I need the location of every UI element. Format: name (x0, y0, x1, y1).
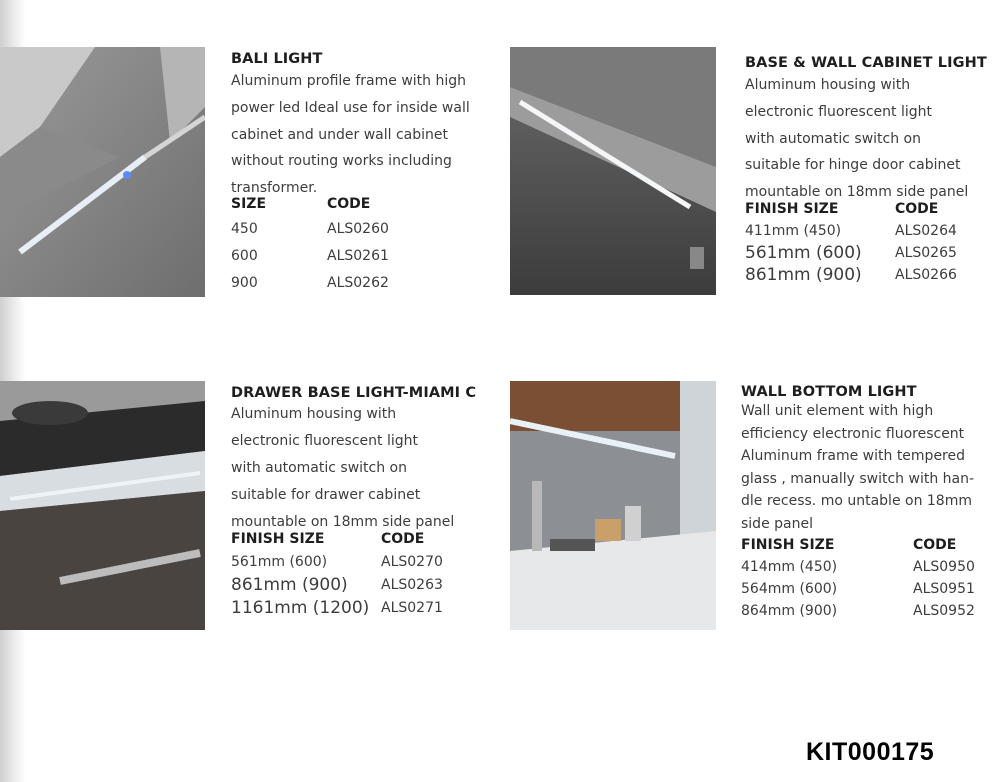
description-line: Wall unit element with high (741, 403, 934, 419)
code-cell: ALS0260 (327, 220, 389, 237)
finish-size-header: FINISH SIZE (231, 531, 325, 547)
description-line: with automatic switch on (231, 460, 407, 476)
code-cell: ALS0951 (913, 581, 975, 597)
wall-bottom-light-photo (510, 381, 716, 630)
description-line: Aluminum profile frame with high (231, 73, 467, 89)
product-drawer-base-light (231, 385, 491, 620)
table-row (231, 216, 481, 243)
size-cell: 1161mm (1200) (231, 598, 370, 618)
product-description (741, 400, 985, 535)
code-header: CODE (327, 195, 371, 212)
description-line: Aluminum housing with (231, 406, 397, 422)
product-title: BALI LIGHT (231, 51, 323, 67)
product-description (231, 401, 491, 536)
product-title: BASE & WALL CABINET LIGHT (745, 55, 987, 71)
table-row (745, 264, 985, 286)
size-code-table (231, 193, 481, 297)
description-line: suitable for drawer cabinet (231, 487, 421, 503)
size-cell: 861mm (900) (231, 575, 348, 595)
description-line: transformer. (231, 180, 318, 197)
description-line: Aluminum frame with tempered (741, 448, 966, 464)
description-line: glass , manually switch with han- (741, 470, 975, 487)
product-description (231, 68, 481, 202)
catalog-code: KIT000175 (806, 738, 935, 766)
size-cell: 561mm (600) (745, 242, 862, 263)
size-code-table (741, 534, 985, 622)
code-cell: ALS0270 (381, 554, 443, 570)
drawer-light-photo (0, 381, 205, 630)
table-row (741, 556, 985, 578)
description-line: efficiency electronic fluorescent (741, 425, 965, 442)
size-cell: 411mm (450) (745, 222, 842, 239)
code-cell: ALS0263 (381, 577, 443, 593)
code-cell: ALS0266 (895, 266, 957, 283)
code-cell: ALS0261 (327, 247, 389, 264)
description-line: electronic fluorescent light (745, 103, 932, 120)
product-wall-bottom-light (741, 384, 985, 622)
bali-light-photo (0, 47, 205, 297)
code-cell: ALS0265 (895, 244, 957, 261)
table-row (231, 270, 481, 297)
code-header: CODE (913, 537, 957, 553)
product-bali-light (231, 51, 481, 297)
description-line: mountable on 18mm side panel (745, 184, 969, 201)
description-line: mountable on 18mm side panel (231, 514, 455, 530)
size-code-table (231, 528, 491, 620)
description-line: with automatic switch on (745, 130, 921, 147)
cabinet-light-photo (510, 47, 716, 295)
code-cell: ALS0271 (381, 600, 443, 616)
code-cell: ALS0952 (913, 603, 975, 619)
size-cell: 450 (231, 220, 258, 237)
size-cell: 864mm (900) (741, 603, 838, 619)
code-cell: ALS0950 (913, 559, 975, 575)
table-row (231, 574, 491, 597)
product-description (745, 72, 985, 206)
code-cell: ALS0264 (895, 222, 957, 239)
size-cell: 861mm (900) (745, 264, 862, 285)
size-cell: 564mm (600) (741, 581, 838, 597)
product-title: WALL BOTTOM LIGHT (741, 384, 917, 400)
size-cell: 561mm (600) (231, 554, 328, 570)
code-header: CODE (895, 200, 939, 217)
table-row (231, 243, 481, 270)
size-code-table (745, 198, 985, 286)
table-row (741, 578, 985, 600)
finish-size-header: FINISH SIZE (741, 537, 835, 553)
description-line: cabinet and under wall cabinet (231, 126, 449, 143)
description-line: without routing works including (231, 153, 452, 170)
description-line: electronic fluorescent light (231, 433, 418, 449)
size-cell: 900 (231, 274, 258, 291)
code-cell: ALS0262 (327, 274, 389, 291)
description-line: power led Ideal use for inside wall (231, 99, 470, 116)
size-cell: 600 (231, 247, 258, 264)
description-line: Aluminum housing with (745, 77, 911, 93)
table-row (741, 600, 985, 622)
description-line: side panel (741, 515, 813, 532)
description-line: dle recess. mo untable on 18mm (741, 493, 972, 509)
size-header: SIZE (231, 195, 267, 212)
table-row (745, 220, 985, 242)
code-header: CODE (381, 531, 425, 547)
table-row (745, 242, 985, 264)
finish-size-header: FINISH SIZE (745, 200, 839, 217)
size-cell: 414mm (450) (741, 559, 838, 575)
table-row (231, 551, 491, 574)
product-title: DRAWER BASE LIGHT-MIAMI C (231, 385, 477, 401)
product-base-wall-cabinet-light (745, 55, 985, 286)
description-line: suitable for hinge door cabinet (745, 157, 961, 174)
table-row (231, 597, 491, 620)
